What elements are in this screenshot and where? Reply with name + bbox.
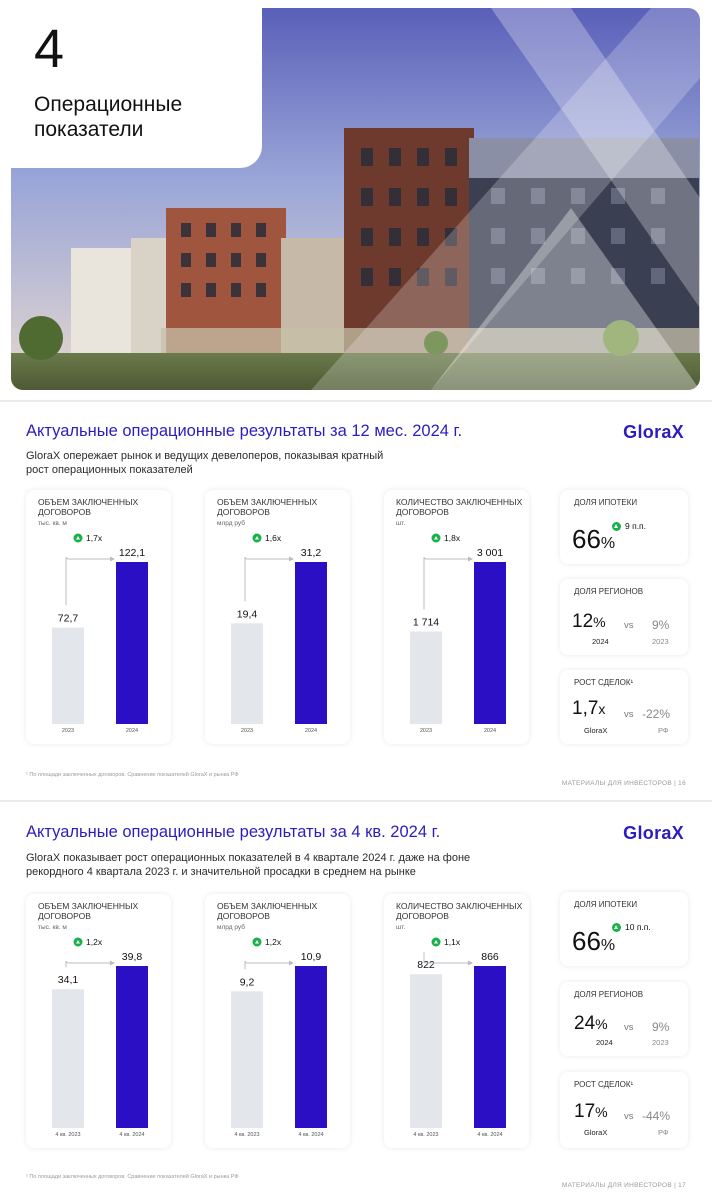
kpi-value-unit: % — [595, 1016, 608, 1032]
kpi-title: ДОЛЯ РЕГИОНОВ — [574, 990, 644, 999]
kpi-value-unit: x — [598, 701, 606, 717]
connector-arrowhead-icon — [468, 557, 473, 562]
kpi-title: РОСТ СДЕЛОК¹ — [574, 678, 634, 687]
kpi-value-unit: % — [595, 1104, 608, 1120]
slide-q4 — [0, 802, 712, 1200]
kpi-value-unit: % — [600, 937, 616, 954]
subtitle-line: рост операционных показателей — [26, 464, 193, 476]
category-label: 4 кв. 2023 — [234, 1132, 260, 1138]
page-footer: МАТЕРИАЛЫ ДЛЯ ИНВЕСТОРОВ | 17 — [561, 1182, 686, 1189]
section-cover — [0, 0, 712, 400]
kpi-value-unit: % — [593, 614, 606, 630]
growth-connector — [66, 961, 110, 967]
chart-unit: млрд руб — [217, 924, 245, 931]
connector-arrowhead-icon — [289, 557, 294, 562]
bar-value-label: 3 001 — [476, 547, 504, 559]
kpi-mortgage-share — [560, 892, 688, 966]
bar-chart — [384, 894, 529, 1148]
chart-title: КОЛИЧЕСТВО ЗАКЛЮЧЕННЫХ ДОГОВОРОВ — [396, 901, 523, 921]
kpi-delta — [612, 521, 646, 531]
chart-card — [384, 894, 529, 1148]
kpi-deals-growth — [560, 670, 688, 744]
kpi-label: GloraX — [584, 726, 608, 735]
category-label: 2024 — [125, 728, 139, 734]
bar-value-label: 72,7 — [57, 612, 79, 625]
bar — [474, 966, 506, 1128]
slide-subtitle — [26, 851, 470, 879]
bar-chart — [26, 490, 171, 744]
kpi-value — [572, 611, 606, 633]
kpi-title: РОСТ СДЕЛОК¹ — [574, 1080, 634, 1089]
chart-title: ОБЪЕМ ЗАКЛЮЧЕННЫХ ДОГОВОРОВ — [38, 497, 139, 517]
kpi-value-number: 12 — [572, 611, 594, 632]
slide-12-months — [0, 402, 712, 800]
bar-value-label: 39,8 — [121, 951, 143, 963]
chart-card — [26, 490, 171, 744]
slide-subtitle — [26, 449, 383, 477]
kpi-value-number: 66 — [572, 524, 601, 554]
kpi-compare-label: 2023 — [652, 637, 669, 646]
bar-chart — [384, 490, 529, 744]
kpi-regions-share — [560, 579, 688, 655]
bar — [116, 562, 148, 724]
kpi-delta-value: 9 п.п. — [625, 521, 647, 531]
connector-arrowhead-icon — [110, 961, 115, 966]
chart-card — [384, 490, 529, 744]
kpi-compare-label: 2023 — [652, 1038, 669, 1047]
growth-multiplier: 1,7x — [86, 533, 103, 543]
bar-value-label: 866 — [481, 951, 499, 963]
growth-connector — [245, 961, 289, 969]
kpi-vs: vs — [624, 1111, 634, 1122]
connector-arrowhead-icon — [110, 557, 115, 562]
growth-connector — [424, 557, 468, 609]
chart-card — [205, 490, 350, 744]
kpi-title: ДОЛЯ ИПОТЕКИ — [574, 498, 638, 507]
kpi-label: 2024 — [596, 1038, 613, 1047]
bar — [231, 623, 263, 724]
bar-value-label: 122,1 — [118, 547, 146, 559]
chart-card — [26, 894, 171, 1148]
bar-value-label: 34,1 — [57, 974, 79, 987]
bar-value-label: 1 714 — [412, 616, 440, 629]
category-label: 2024 — [483, 728, 497, 734]
footnote: ¹ По площади заключенных договоров. Сравнение показателей GloraX и рынка РФ — [26, 772, 239, 778]
bar — [295, 562, 327, 724]
bar-value-label: 19,4 — [236, 608, 258, 621]
kpi-label: 2024 — [592, 637, 609, 646]
bar-value-label: 10,9 — [300, 951, 322, 963]
bar-value-label: 31,2 — [300, 547, 322, 559]
category-label: 2023 — [419, 728, 433, 734]
kpi-mortgage-share — [560, 490, 688, 564]
bar — [52, 628, 84, 724]
kpi-compare: -22% — [642, 707, 671, 721]
subtitle-line: рекордного 4 квартала 2023 г. и значительной просадки в среднем на рынке — [26, 866, 416, 878]
category-label: 2023 — [240, 728, 254, 734]
kpi-vs: vs — [624, 709, 634, 720]
kpi-value-number: 24 — [574, 1013, 596, 1034]
chart-title: ОБЪЕМ ЗАКЛЮЧЕННЫХ ДОГОВОРОВ — [217, 901, 318, 921]
chart-title: ОБЪЕМ ЗАКЛЮЧЕННЫХ ДОГОВОРОВ — [38, 901, 139, 921]
section-number: 4 — [34, 19, 65, 79]
kpi-value — [572, 524, 615, 555]
kpi-value-number: 1,7 — [572, 698, 599, 719]
category-label: 4 кв. 2024 — [298, 1132, 324, 1138]
bar — [52, 989, 84, 1128]
bar-value-label: 9,2 — [239, 976, 255, 989]
bar — [474, 562, 506, 724]
kpi-title: ДОЛЯ РЕГИОНОВ — [574, 587, 644, 596]
chart-unit: шт. — [396, 520, 406, 527]
bar — [410, 631, 442, 724]
kpi-compare: 9% — [652, 618, 670, 632]
slide-title: Актуальные операционные результаты за 12 мес. 2024 г. — [26, 422, 463, 440]
bar-value-label: 822 — [417, 959, 435, 972]
bar-chart — [26, 894, 171, 1148]
bar — [410, 974, 442, 1128]
kpi-delta-value: 10 п.п. — [625, 922, 651, 932]
kpi-compare-label: РФ — [658, 726, 669, 735]
kpi-label: GloraX — [584, 1128, 608, 1137]
category-label: 4 кв. 2023 — [413, 1132, 439, 1138]
kpi-value-unit: % — [600, 535, 616, 552]
bar-chart — [205, 490, 350, 744]
kpi-deals-growth — [560, 1072, 688, 1148]
chart-card — [205, 894, 350, 1148]
kpi-value-number: 17 — [574, 1101, 596, 1122]
kpi-title: ДОЛЯ ИПОТЕКИ — [574, 900, 638, 909]
kpi-value-number: 66 — [572, 926, 601, 956]
brand-logo: GloraX — [623, 422, 684, 442]
bar — [116, 966, 148, 1128]
chart-title: ОБЪЕМ ЗАКЛЮЧЕННЫХ ДОГОВОРОВ — [217, 497, 318, 517]
bar — [295, 966, 327, 1128]
category-label: 2023 — [61, 728, 75, 734]
kpi-vs: vs — [624, 620, 634, 631]
category-label: 4 кв. 2023 — [55, 1132, 81, 1138]
growth-multiplier: 1,8x — [444, 533, 461, 543]
kpi-compare: 9% — [652, 1020, 670, 1034]
chart-title: КОЛИЧЕСТВО ЗАКЛЮЧЕННЫХ ДОГОВОРОВ — [396, 497, 523, 517]
chart-unit: тыс. кв. м — [38, 520, 67, 527]
growth-connector — [66, 557, 110, 606]
chart-unit: шт. — [396, 924, 406, 931]
slide-title: Актуальные операционные результаты за 4 кв. 2024 г. — [26, 823, 441, 841]
brand-logo: GloraX — [623, 823, 684, 843]
kpi-value — [574, 1013, 608, 1035]
bar — [231, 991, 263, 1128]
page-footer: МАТЕРИАЛЫ ДЛЯ ИНВЕСТОРОВ | 16 — [561, 780, 686, 787]
subtitle-line: GloraX опережает рынок и ведущих девелоперов, показывая кратный — [26, 450, 384, 462]
chart-unit: тыс. кв. м — [38, 924, 67, 931]
kpi-compare-label: РФ — [658, 1128, 669, 1137]
growth-multiplier: 1,2x — [265, 937, 282, 947]
cover-title-card — [0, 0, 262, 168]
section-title: Операционные показатели — [34, 93, 183, 141]
growth-multiplier: 1,2x — [86, 937, 103, 947]
kpi-value — [574, 1101, 608, 1123]
connector-arrowhead-icon — [289, 961, 294, 966]
category-label: 4 кв. 2024 — [477, 1132, 503, 1138]
growth-multiplier: 1,1x — [444, 937, 461, 947]
chart-unit: млрд руб — [217, 520, 245, 527]
growth-connector — [245, 557, 289, 601]
kpi-regions-share — [560, 982, 688, 1056]
kpi-delta — [612, 922, 651, 932]
subtitle-line: GloraX показывает рост операционных показателей в 4 квартале 2024 г. даже на фоне — [26, 852, 471, 864]
kpi-value — [572, 926, 615, 957]
kpi-value — [572, 698, 605, 720]
connector-arrowhead-icon — [468, 961, 473, 966]
kpi-compare: -44% — [642, 1109, 671, 1123]
kpi-vs: vs — [624, 1022, 634, 1033]
bar-chart — [205, 894, 350, 1148]
growth-multiplier: 1,6x — [265, 533, 282, 543]
category-label: 4 кв. 2024 — [119, 1132, 145, 1138]
footnote: ¹ По площади заключенных договоров. Сравнение показателей GloraX и рынка РФ — [26, 1174, 239, 1180]
category-label: 2024 — [304, 728, 318, 734]
